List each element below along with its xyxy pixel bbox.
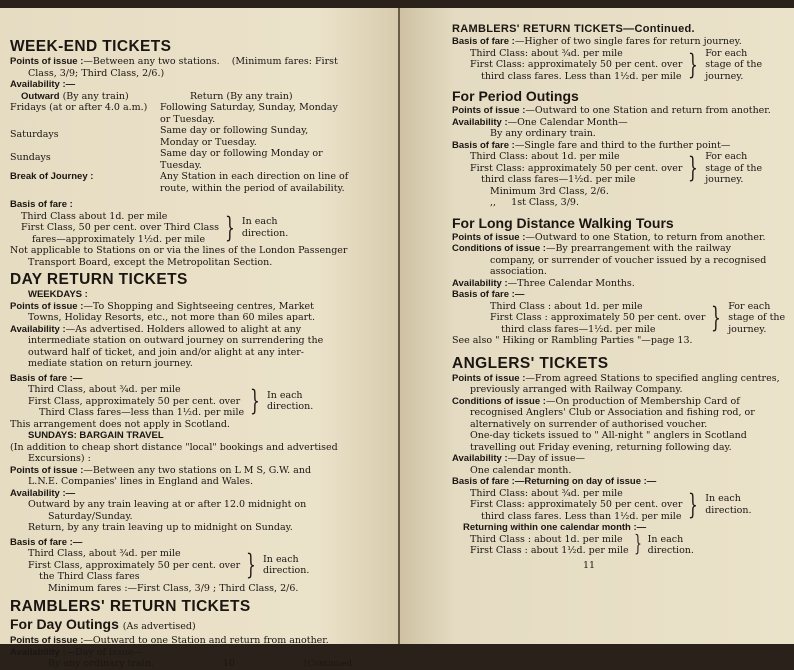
weekend-issue: Points of issue :—Between any two stations. (Minimum fares: First xyxy=(10,56,338,67)
sunday-issue: Points of issue :—Between any two stations on L M S, G.W. and xyxy=(10,464,312,476)
sunday-availability-label: Availability :— xyxy=(10,487,76,499)
day-return-availability: Availability :—As advertised. Holders allowed to alight at any xyxy=(10,323,302,335)
return-header: Return (By any train) xyxy=(190,90,293,102)
brace-icon: } xyxy=(688,47,699,81)
weekend-min-fares: Class, 3/9; Third Class, 2/6.) xyxy=(28,67,165,79)
period-availability: Availability :—One Calendar Month— xyxy=(452,116,628,128)
row-fridays-left: Fridays (at or after 4.0 a.m.) xyxy=(10,102,148,113)
period-min-3rd: Minimum 3rd Class, 2/6. xyxy=(490,185,609,197)
period-basis-lines: Third Class: about 1d. per mile First Class: approximately 50 per cent. over third class fares—1½d. per mile } For each stage of the journey. xyxy=(470,151,763,185)
ramblers-cont-basis-lines: Third Class: about ¾d. per mile First Class: approximately 50 per cent. over third class fares. Less than 1½d. per mile } For each stage of the journey. xyxy=(470,47,763,82)
anglers-basis: Basis of fare :—Returning on day of issue :— xyxy=(452,476,657,487)
ramblers-cont-basis: Basis of fare :—Higher of two single fares for return journey. xyxy=(452,36,742,47)
ramblers-title: RAMBLERS' RETURN TICKETS xyxy=(10,598,251,615)
scotland-note: This arrangement does not apply in Scotland. xyxy=(10,418,230,430)
weekend-basis-label: Basis of fare : xyxy=(10,199,73,210)
brace-icon: } xyxy=(225,210,235,244)
brace-icon: } xyxy=(711,300,722,334)
brace-icon: } xyxy=(246,548,257,582)
walking-basis-label: Basis of fare :— xyxy=(452,289,525,300)
break-of-journey-text: Any Station in each direction on line of route, within the period of availability. xyxy=(160,171,349,194)
anglers-basis-lines: Third Class: about ¾d. per mile First Class: approximately 50 per cent. over third class fares. Less than 1½d. per mile } In each direction. xyxy=(470,487,752,522)
weekend-availability-label: Availability :— xyxy=(10,79,76,90)
anglers-issue: Points of issue :—From agreed Stations to specified angling centres, xyxy=(452,372,780,384)
sundays-heading: SUNDAYS: BARGAIN TRAVEL xyxy=(28,430,164,441)
anglers-availability: Availability :—Day of issue— xyxy=(452,453,586,464)
within-month-label: Returning within one calendar month :— xyxy=(463,522,647,533)
outward-header: Outward (By any train) xyxy=(21,90,129,102)
within-month-lines: Third Class : about 1d. per mile First Class : about 1½d. per mile } In each direction. xyxy=(470,532,694,557)
row-sundays-left: Sundays xyxy=(10,152,51,163)
row-saturdays-left: Saturdays xyxy=(10,129,59,140)
day-outings-title: For Day Outings (As advertised) xyxy=(10,616,196,632)
anglers-title: ANGLERS' TICKETS xyxy=(452,354,609,372)
walking-tours-title: For Long Distance Walking Tours xyxy=(452,214,674,231)
anglers-conditions: Conditions of issue :—On production of Membership Card of xyxy=(452,395,740,407)
page-10-footer: By any ordinary train. 10 [Continued xyxy=(10,658,392,670)
row-fridays-right: Following Saturday, Sunday, Monday or Tuesday. xyxy=(160,102,338,125)
sunday-basis-label: Basis of fare :— xyxy=(10,536,83,548)
day-return-issue: Points of issue :—To Shopping and Sightseeing centres, Market xyxy=(10,300,314,312)
brace-icon: } xyxy=(688,487,699,521)
weekend-basis: Third Class about 1d. per mile First Class, 50 per cent. over Third Class fares—approximately 1½d. per mile } In each direction. xyxy=(21,210,289,245)
ramblers-availability: Availability :—Day of issue— xyxy=(10,646,144,658)
row-saturdays-right: Same day or following Sunday, Monday or Tuesday. xyxy=(160,125,309,148)
see-also-note: See also " Hiking or Rambling Parties "—page 13. xyxy=(452,335,693,346)
brace-icon: } xyxy=(633,532,642,557)
brace-icon: } xyxy=(250,384,260,418)
row-sundays-right: Same day or following Monday or Tuesday. xyxy=(160,148,323,171)
brace-icon: } xyxy=(688,151,699,185)
page-10: WEEK-END TICKETS Points of issue :—Between any two stations. (Minimum fares: First Class, 3/9; Third Class, 2/6.) Availability :— Outward (By any train) Return (By any train) Fridays (at or after 4.0 a.m.) Following Saturday, Sunday, Monday or Tuesday. Saturdays Same day or following Sunday, Monday or Tuesday. Sundays Same day or following Monday or Tuesday. Break of Journey : Any Station in each direction on line of route, within the period of availability. Basis of fare : Third Class about 1d. per mile First Class, 50 per cent. over Third Class fares—approximately 1½d. per mile } In each direction. Not applicable to Stations on or via the lines of the London Passenger Transport Board, except the Metropolitan Section. DAY RETURN TICKETS WEEKDAYS : Points of issue :—To Shopping and Sightseeing centres, Market Towns, Holiday Resorts, etc., not more than 60 miles apart. Availability :—As advertised. Holders allowed to alight at any intermediate station on outward journey on surrendering the outward half of ticket, and join and/or alight at any inter- mediate station on return journey. Basis of fare :— Third Class, about ¾d. per mile First Class, approximately 50 per cent. over Third Class fares—less than 1½d. per mile } In each direction. This arrangement does not apply in Scotland. SUNDAYS: BARGAIN TRAVEL (In addition to cheap short distance "local" bookings and advertised Excursions) : Points of issue :—Between any two stations on L M S, G.W. and L.N.E. Companies' lines in England and Wales. Availability :— Outward by any train leaving at or after 12.0 midnight on Saturday/Sunday. Return, by any train leaving up to midnight on Sunday. Basis of fare :— Third Class, about ¾d. per mile First Class, approximately 50 per cent. over the Third Class fares } In each direction. Minimum fares :—First Class, 3/9 ; Third Class, 2/6. RAMBLERS' RETURN TICKETS For Day Outings (As advertised) Points of issue :—Outward to one Station and return from another. Availability :—Day of issue— By any ordinary train. 10 [Continued xyxy=(0,8,398,644)
page-11: RAMBLERS' RETURN TICKETS—Continued. Basis of fare :—Higher of two single fares for return journey. Third Class: about ¾d. per mile First Class: approximately 50 per cent. over third class fares. Less than 1½d. per mile } For each stage of the journey. For Period Outings Points of issue :—Outward to one Station and return from another. Availability :—One Calendar Month— By any ordinary train. Basis of fare :—Single fare and third to the further point— Third Class: about 1d. per mile First Class: approximately 50 per cent. over third class fares—1½d. per mile } For each stage of the journey. Minimum 3rd Class, 2/6. ,, 1st Class, 3/9. For Long Distance Walking Tours Points of issue :—Outward to one Station, to return from another. Conditions of issue :—By prearrangement with the railway company, or surrender of voucher issued by a recognised association. Availability :—Three Calendar Months. Basis of fare :— Third Class : about 1d. per mile First Class : approximately 50 per cent. over third class fares—1½d. per mile } For each stage of the journey. See also " Hiking or Rambling Parties "—page 13. ANGLERS' TICKETS Points of issue :—From agreed Stations to specified angling centres, previously arranged with Railway Company. Conditions of issue :—On production of Membership Card of recognised Anglers' Club or Association and fishing rod, or alternatively on surrender of authorised voucher. One-day tickets issued to " All-night " anglers in Scotland travelling out Friday evening, returning following day. Availability :—Day of issue— One calendar month. Basis of fare :—Returning on day of issue :— Third Class: about ¾d. per mile First Class: approximately 50 per cent. over third class fares. Less than 1½d. per mile } In each direction. Returning within one calendar month :— Third Class : about 1d. per mile First Class : about 1½d. per mile } In each direction. 11 xyxy=(400,8,794,644)
sunday-min-fares: Minimum fares :—First Class, 3/9 ; Third Class, 2/6. xyxy=(48,582,299,594)
weekend-availability-table xyxy=(10,91,392,195)
continued-note: [Continued xyxy=(304,659,352,669)
break-of-journey-label: Break of Journey : xyxy=(10,171,94,182)
day-return-basis: Third Class, about ¾d. per mile First Class, approximately 50 per cent. over Third Class fares—less than 1½d. per mile } In each direction. xyxy=(28,384,314,418)
not-applicable-note: Not applicable to Stations on or via the lines of the London Passenger xyxy=(10,245,348,256)
period-basis: Basis of fare :—Single fare and third to the further point— xyxy=(452,139,731,151)
ramblers-continued-title: RAMBLERS' RETURN TICKETS—Continued. xyxy=(452,23,695,35)
page-number: 11 xyxy=(582,559,596,571)
page-number: 10 xyxy=(222,658,235,669)
day-return-title: DAY RETURN TICKETS xyxy=(10,271,188,288)
day-return-basis-label: Basis of fare :— xyxy=(10,372,83,384)
weekdays-heading: WEEKDAYS : xyxy=(28,289,88,300)
period-outings-title: For Period Outings xyxy=(452,88,579,104)
walking-basis-lines: Third Class : about 1d. per mile First Class : approximately 50 per cent. over third class fares—1½d. per mile } For each stage of the journey. xyxy=(490,300,786,335)
period-min-1st: ,, 1st Class, 3/9. xyxy=(490,197,579,208)
walking-availability: Availability :—Three Calendar Months. xyxy=(452,277,635,289)
weekend-title: WEEK-END TICKETS xyxy=(10,38,172,55)
period-issue: Points of issue :—Outward to one Station and return from another. xyxy=(452,105,771,116)
walking-conditions: Conditions of issue :—By prearrangement with the railway xyxy=(452,243,732,254)
all-night-note: One-day tickets issued to " All-night " anglers in Scotland xyxy=(470,430,747,441)
walking-issue: Points of issue :—Outward to one Station, to return from another. xyxy=(452,231,766,243)
ramblers-issue: Points of issue :—Outward to one Station and return from another. xyxy=(10,635,329,646)
sunday-basis: Third Class, about ¾d. per mile First Class, approximately 50 per cent. over the Third Class fares } In each direction. xyxy=(28,548,310,582)
